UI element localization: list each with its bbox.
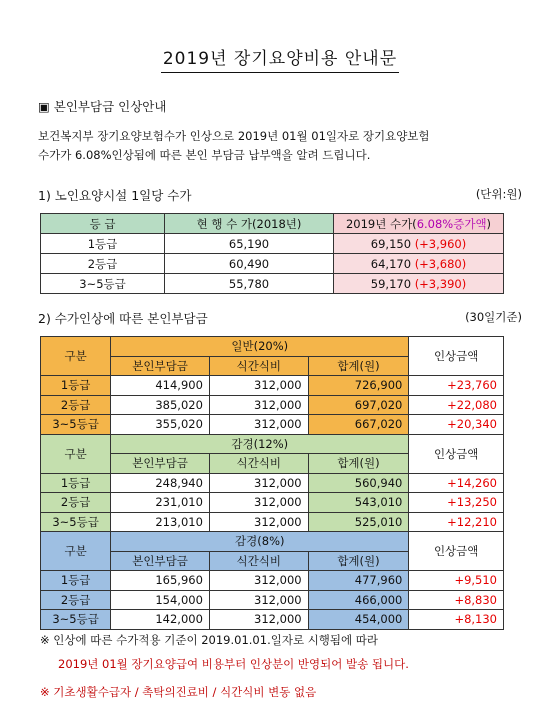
grade-cell: 1등급: [41, 234, 165, 254]
header-meal: 식간식비: [209, 551, 308, 571]
grade-cell: 1등급: [41, 473, 111, 493]
meal-cell: 312,000: [209, 512, 308, 532]
note-1: ※ 인상에 따른 수가적용 기준이 2019.01.01.일자로 시행됨에 따라: [40, 633, 379, 647]
grade-cell: 1등급: [41, 376, 111, 396]
table-row: [41, 493, 504, 513]
header-grade: 구분: [41, 337, 111, 376]
header-grade: 등 급: [41, 214, 165, 234]
note-2: ※ 기초생활수급자 / 촉탁의진료비 / 식간식비 변동 없음: [40, 685, 317, 699]
increase-cell: +13,250: [409, 493, 504, 513]
new-fee-cell: 59,170 (+3,390): [334, 274, 504, 294]
self-pay-cell: 213,010: [111, 512, 210, 532]
header-increase: 인상금액: [409, 532, 504, 571]
section-heading-1: 1) 노인요양시설 1일당 수가: [38, 188, 192, 203]
self-pay-cell: 355,020: [111, 415, 210, 435]
table-row: [41, 512, 504, 532]
header-grade: 구분: [41, 532, 111, 571]
header-meal: 식간식비: [209, 454, 308, 474]
header-total: 합계(원): [308, 551, 409, 571]
increase-cell: +8,130: [409, 610, 504, 630]
table-row: [41, 415, 504, 435]
increase-cell: +9,510: [409, 571, 504, 591]
grade-cell: 3~5등급: [41, 274, 165, 294]
total-cell: 454,000: [308, 610, 409, 630]
header-self-pay: 본인부담금: [111, 454, 210, 474]
intro-line-2: 수가가 6.08%인상됨에 따른 본인 부담금 납부액을 알려 드립니다.: [38, 148, 371, 162]
unit-label-2: (30일기준): [465, 310, 522, 324]
header-accent: 6.08%증가액: [416, 216, 487, 231]
group-header: 감경(8%): [111, 532, 409, 552]
increase-cell: +8,830: [409, 590, 504, 610]
header-increase: 인상금액: [409, 434, 504, 473]
increase-cell: +20,340: [409, 415, 504, 435]
table-row: [41, 590, 504, 610]
grade-cell: 2등급: [41, 493, 111, 513]
header-new-fee: 2019년 수가(6.08%증가액): [334, 214, 504, 234]
group-header: 일반(20%): [111, 337, 409, 357]
total-cell: 726,900: [308, 376, 409, 396]
unit-label-1: (단위:원): [475, 187, 522, 201]
table-row: [41, 395, 504, 415]
table-row: [41, 254, 504, 274]
table-row: [41, 274, 504, 294]
section-heading-2: 2) 수가인상에 따른 본인부담금: [38, 311, 208, 326]
current-fee-cell: 60,490: [165, 254, 334, 274]
total-cell: 667,020: [308, 415, 409, 435]
page-title: 2019년 장기요양비용 안내문: [0, 44, 560, 69]
table-row: [41, 234, 504, 254]
header-grade: 구분: [41, 434, 111, 473]
new-fee-cell: 64,170 (+3,680): [334, 254, 504, 274]
section-heading-main: ▣ 본인부담금 인상안내: [38, 99, 167, 114]
meal-cell: 312,000: [209, 610, 308, 630]
self-pay-cell: 142,000: [111, 610, 210, 630]
grade-cell: 3~5등급: [41, 610, 111, 630]
header-total: 합계(원): [308, 454, 409, 474]
new-fee-cell: 69,150 (+3,960): [334, 234, 504, 254]
copay-table: [40, 336, 504, 630]
grade-cell: 2등급: [41, 590, 111, 610]
total-cell: 543,010: [308, 493, 409, 513]
table-row: [41, 473, 504, 493]
header-current-fee: 현 행 수 가(2018년): [165, 214, 334, 234]
table-row: [41, 610, 504, 630]
note-1-detail: 2019년 01월 장기요양급여 비용부터 인상분이 반영되어 발송 됩니다.: [58, 657, 409, 671]
meal-cell: 312,000: [209, 590, 308, 610]
fee-table: [40, 213, 504, 294]
grade-cell: 3~5등급: [41, 415, 111, 435]
self-pay-cell: 154,000: [111, 590, 210, 610]
intro-line-1: 보건복지부 장기요양보험수가 인상으로 2019년 01월 01일자로 장기요양보험: [38, 129, 430, 143]
meal-cell: 312,000: [209, 473, 308, 493]
grade-cell: 3~5등급: [41, 512, 111, 532]
increase-cell: +22,080: [409, 395, 504, 415]
increase-cell: +23,760: [409, 376, 504, 396]
current-fee-cell: 55,780: [165, 274, 334, 294]
table-row: [41, 376, 504, 396]
grade-cell: 2등급: [41, 254, 165, 274]
meal-cell: 312,000: [209, 376, 308, 396]
self-pay-cell: 165,960: [111, 571, 210, 591]
intro-text: [38, 127, 528, 165]
header-meal: 식간식비: [209, 356, 308, 376]
grade-cell: 2등급: [41, 395, 111, 415]
header-self-pay: 본인부담금: [111, 551, 210, 571]
header-increase: 인상금액: [409, 337, 504, 376]
self-pay-cell: 385,020: [111, 395, 210, 415]
current-fee-cell: 65,190: [165, 234, 334, 254]
total-cell: 466,000: [308, 590, 409, 610]
table-row: [41, 571, 504, 591]
increase-cell: +14,260: [409, 473, 504, 493]
header-total: 합계(원): [308, 356, 409, 376]
total-cell: 525,010: [308, 512, 409, 532]
meal-cell: 312,000: [209, 571, 308, 591]
meal-cell: 312,000: [209, 493, 308, 513]
total-cell: 560,940: [308, 473, 409, 493]
group-header: 감경(12%): [111, 434, 409, 454]
self-pay-cell: 414,900: [111, 376, 210, 396]
self-pay-cell: 231,010: [111, 493, 210, 513]
header-self-pay: 본인부담금: [111, 356, 210, 376]
increase-cell: +12,210: [409, 512, 504, 532]
meal-cell: 312,000: [209, 395, 308, 415]
meal-cell: 312,000: [209, 415, 308, 435]
total-cell: 477,960: [308, 571, 409, 591]
total-cell: 697,020: [308, 395, 409, 415]
grade-cell: 1등급: [41, 571, 111, 591]
self-pay-cell: 248,940: [111, 473, 210, 493]
